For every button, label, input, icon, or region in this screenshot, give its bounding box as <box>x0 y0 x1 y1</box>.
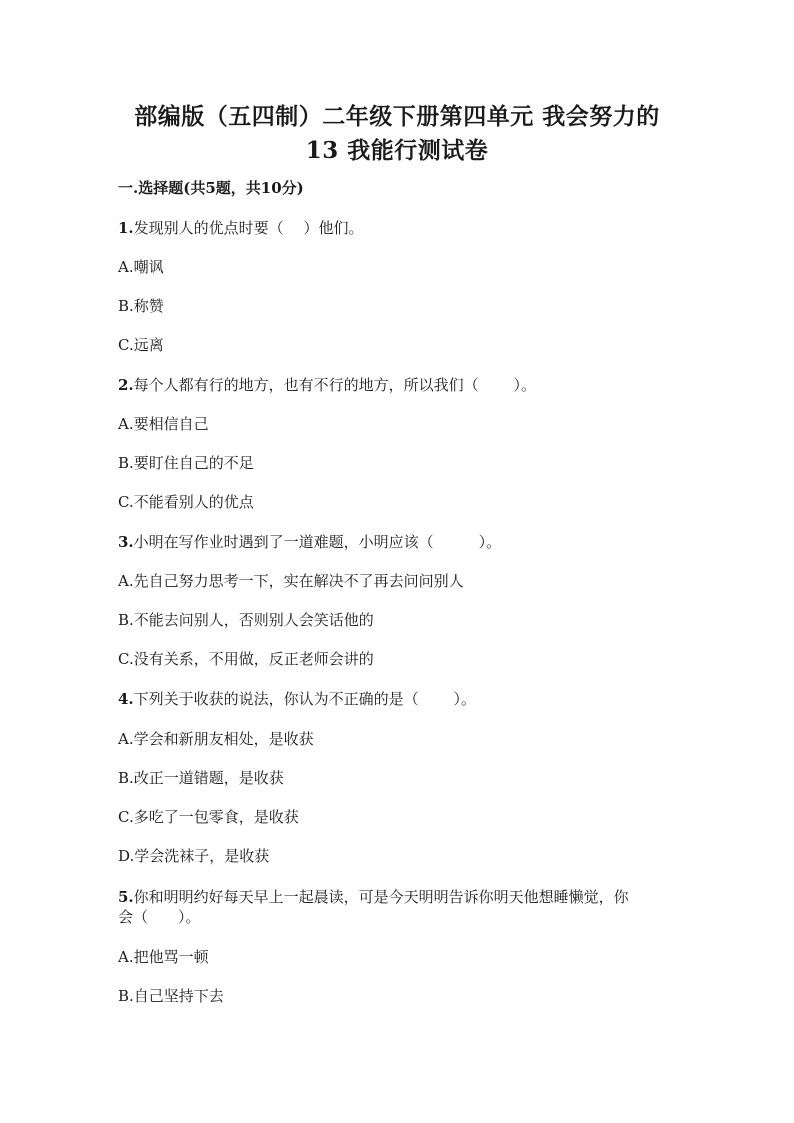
question-1-number: 1. <box>118 219 134 237</box>
question-2-number: 2. <box>118 376 134 394</box>
question-2-option-a: A.要相信自己 <box>118 415 209 433</box>
exam-title-line-2: 13 我能行测试卷 <box>305 137 489 164</box>
question-3-option-b: B.不能去问别人，否则别人会笑话他的 <box>118 611 374 629</box>
question-3-option-a: A.先自己努力思考一下，实在解决不了再去问问别人 <box>118 572 464 590</box>
question-1-option-a: A.嘲讽 <box>118 258 164 276</box>
question-5-text: 你和明明约好每天早上一起晨读，可是今天明明告诉你明天他想睡懒觉，你 <box>133 888 629 906</box>
question-1-option-c: C.远离 <box>118 336 164 354</box>
question-5-option-b: B.自己坚持下去 <box>118 987 224 1005</box>
question-2-text: 每个人都有行的地方，也有不行的地方，所以我们（ ）。 <box>133 376 536 394</box>
question-1-option-b: B.称赞 <box>118 297 164 315</box>
question-3-option-c: C.没有关系，不用做，反正老师会讲的 <box>118 650 374 668</box>
question-3-number: 3. <box>118 533 134 551</box>
question-4-option-a: A.学会和新朋友相处，是收获 <box>118 730 314 748</box>
question-3-text: 小明在写作业时遇到了一道难题，小明应该（ ）。 <box>133 533 502 551</box>
question-4-text: 下列关于收获的说法，你认为不正确的是（ ）。 <box>133 690 476 708</box>
question-5-option-a: A.把他骂一顿 <box>118 948 209 966</box>
section-heading: 一.选择题(共5题，共10分) <box>118 179 304 197</box>
question-4-option-c: C.多吃了一包零食，是收获 <box>118 808 299 826</box>
question-2-option-c: C.不能看别人的优点 <box>118 493 254 511</box>
question-3-stem <box>118 532 501 552</box>
question-2-stem <box>118 375 536 395</box>
question-1-stem <box>118 218 363 238</box>
question-5-number: 5. <box>118 888 134 906</box>
question-2-option-b: B.要盯住自己的不足 <box>118 454 254 472</box>
question-4-number: 4. <box>118 690 134 708</box>
question-4-stem <box>118 689 476 709</box>
exam-title-line-1: 部编版（五四制）二年级下册第四单元 我会努力的 <box>134 103 660 130</box>
question-5-stem <box>118 887 629 907</box>
question-4-option-d: D.学会洗袜子，是收获 <box>118 847 270 865</box>
question-1-text: 发现别人的优点时要（ ）他们。 <box>133 219 364 237</box>
question-4-option-b: B.改正一道错题，是收获 <box>118 769 284 787</box>
question-5-stem-continued: 会（ ）。 <box>118 908 201 926</box>
